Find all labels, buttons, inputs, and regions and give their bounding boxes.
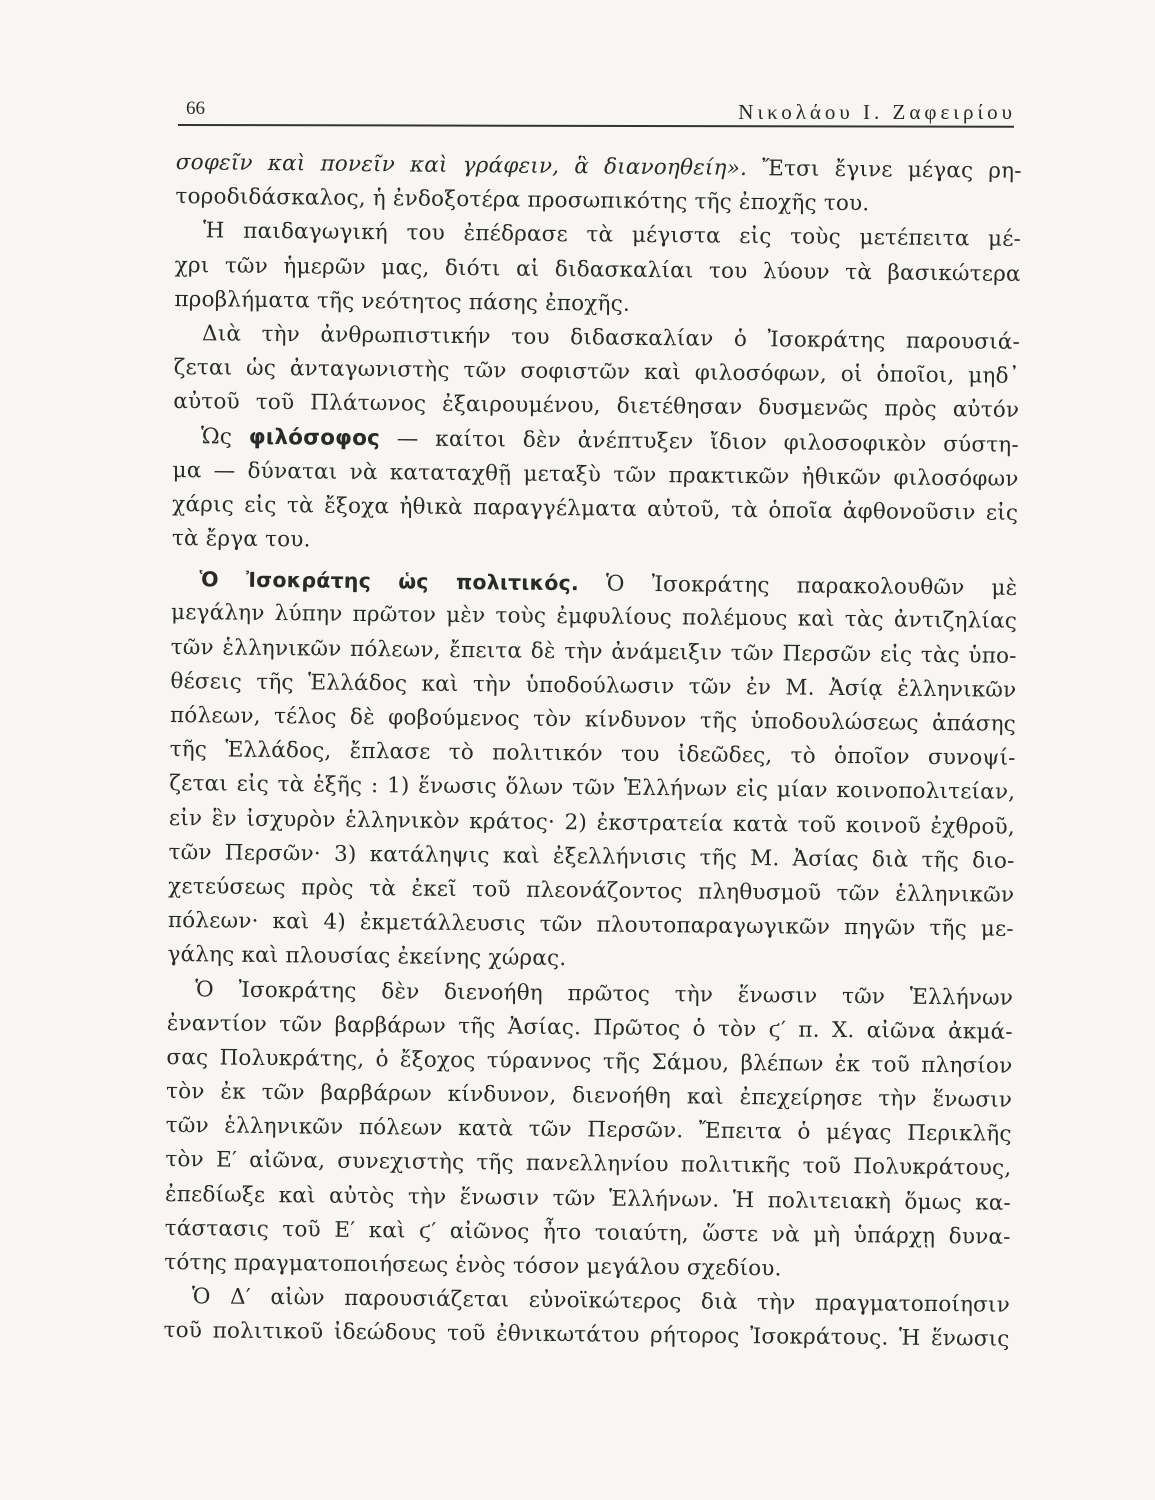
- text-line: ζεται εἰς τὰ ἑξῆς : 1) ἕνωσις ὅλων τῶν Ἑλλήνων εἰς μίαν κοινοπολιτείαν,: [169, 771, 1016, 806]
- text-line: τῶν ἑλληνικῶν πόλεων κατὰ τῶν Περσῶν. Ἔπειτα ὁ μέγας Περικλῆς: [165, 1113, 1012, 1148]
- text-line: τὸν ἐκ τῶν βαρβάρων κίνδυνον, διενοήθη καὶ ἐπεχείρησε τὴν ἕνωσιν: [165, 1079, 1013, 1113]
- text-line: χάρις εἰς τὰ ἔξοχα ἠθικὰ παραγγέλματα αὐτοῦ, τὰ ὁποῖα ἀφθονοῦσιν εἰς: [172, 491, 1019, 526]
- text-line: Ὁ Ἰσοκράτης δὲν διενοήθη πρῶτος τὴν ἕνωσιν τῶν Ἑλλήνων: [195, 976, 1014, 1011]
- text-line: τάστασις τοῦ Ε′ καὶ ϛ′ αἰῶνος ἦτο τοιαύτη, ὥστε νὰ μὴ ὑπάρχῃ δυνα-: [164, 1215, 1011, 1250]
- text-line: Διὰ τὴν ἀνθρωπιστικήν του διδασκαλίαν ὁ Ἰσοκράτης παρουσιά-: [201, 321, 1021, 355]
- text-line: τὰ ἔργα του.: [171, 526, 311, 553]
- text-line: ζεται ὡς ἀνταγωνιστὴς τῶν σοφιστῶν καὶ φιλοσόφων, οἱ ὁποῖοι, μηδ᾽: [173, 355, 1020, 389]
- text-line: Ἡ παιδαγωγική του ἐπέδρασε τὰ μέγιστα εἰς τοὺς μετέπειτα μέ-: [202, 218, 1022, 253]
- text-line: χετεύσεως πρὸς τὰ ἐκεῖ τοῦ πλεονάζοντος πληθυσμοῦ τῶν ἑλληνικῶν: [168, 873, 1015, 908]
- text-line: αὐτοῦ τοῦ Πλάτωνος ἐξαιρουμένου, διετέθησαν δυσμενῶς πρὸς αὐτόν: [173, 389, 1020, 424]
- text-line: χρι τῶν ἡμερῶν μας, διότι αἱ διδασκαλίαι του λύουν τὰ βασικώτερα: [174, 252, 1021, 287]
- keyword-philosopher: φιλόσοφος: [248, 424, 381, 451]
- text-line: τοροδιδάσκαλος, ἡ ἐνδοξοτέρα προσωπικότης τῆς ἐποχῆς του.: [175, 184, 870, 217]
- body-text: [163, 146, 1022, 1357]
- text-line: εἰν ἓν ἰσχυρὸν ἑλληνικὸν κράτος· 2) ἐκστρατεία κατὰ τοῦ κοινοῦ ἐχθροῦ,: [168, 805, 1016, 840]
- text-line: γάλης καὶ πλουσίας ἐκείνης χώρας.: [167, 942, 567, 972]
- text-line: προβλήματα τῆς νεότητος πάσης ἐποχῆς.: [174, 286, 631, 317]
- text-span: Ἔτσι ἔγινε μέγας ρη-: [746, 155, 1022, 184]
- text-line: πόλεων, τέλος δὲ φοβούμενος τὸν κίνδυνον τῆς ὑποδουλώσεως ἁπάσης: [169, 702, 1017, 737]
- text-line: τῆς Ἑλλάδος, ἔπλασε τὸ πολιτικόν του ἰδεῶδες, τὸ ὁποῖον συνοψί-: [169, 737, 1016, 772]
- text-line: τῶν Περσῶν· 3) κατάληψις καὶ ἐξελλήνισις τῆς Μ. Ἀσίας διὰ τῆς διο-: [168, 839, 1015, 874]
- text-span: Ὡς: [200, 423, 249, 450]
- text-line: μεγάλην λύπην πρῶτον μὲν τοὺς ἐμφυλίους πολέμους καὶ τὰς ἀντιζηλίας: [170, 600, 1018, 635]
- text-span: — καίτοι δὲν ἀνέπτυξεν ἴδιον φιλοσοφικὸν σύστη-: [379, 425, 1020, 458]
- text-line: τότης πραγματοποιήσεως ἑνὸς τόσον μεγάλου σχεδίου.: [164, 1249, 782, 1282]
- text-line: ἐπεδίωξε καὶ αὐτὸς τὴν ἕνωσιν τῶν Ἑλλήνων. Ἡ πολιτειακὴ ὅμως κα-: [164, 1181, 1012, 1216]
- text-line: Ὁ Δ′ αἰὼν παρουσιάζεται εὐνοϊκώτερος διὰ τὴν πραγματοποίησιν: [191, 1284, 1011, 1318]
- running-head: Νικολάου Ι. Ζαφειρίου: [738, 100, 1016, 124]
- page-number: 66: [186, 98, 205, 119]
- text-line: θέσεις τῆς Ἑλλάδος καὶ τὴν ὑποδούλωσιν τῶν ἐν Μ. Ἀσίᾳ ἑλληνικῶν: [170, 668, 1017, 703]
- text-line: ἐναντίον τῶν βαρβάρων τῆς Ἀσίας. Πρῶτος ὁ τὸν ϛ′ π. Χ. αἰῶνα ἀκμά-: [166, 1010, 1013, 1045]
- quote-fragment: σοφεῖν καὶ πονεῖν καὶ γράφειν, ἃ διανοηθείη».: [175, 149, 748, 181]
- header-rule: [178, 124, 1014, 128]
- section-heading: Ὁ Ἰσοκράτης ὡς πολιτικός.: [199, 567, 580, 596]
- text-line: πόλεων· καὶ 4) ἐκμετάλλευσις τῶν πλουτοπαραγωγικῶν πηγῶν τῆς με-: [167, 908, 1014, 942]
- page-header: [178, 92, 1016, 124]
- text-line: σας Πολυκράτης, ὁ ἔξοχος τύραννος τῆς Σάμου, βλέπων ἐκ τοῦ πλησίον: [166, 1044, 1013, 1079]
- text-span: Ὁ Ἰσοκράτης παρακολουθῶν μὲ: [578, 571, 1018, 602]
- text-line: τὸν Ε′ αἰῶνα, συνεχιστὴς τῆς πανελληνίου πολιτικῆς τοῦ Πολυκράτους,: [165, 1147, 1012, 1182]
- text-line: τῶν ἑλληνικῶν πόλεων, ἔπειτα δὲ τὴν ἀνάμειξιν τῶν Περσῶν εἰς τὰς ὑπο-: [170, 634, 1017, 669]
- text-line: τοῦ πολιτικοῦ ἰδεώδους τοῦ ἐθνικωτάτου ρήτορος Ἰσοκράτους. Ἡ ἕνωσις: [163, 1318, 1010, 1353]
- text-line: μα — δύναται νὰ καταταχθῇ μεταξὺ τῶν πρακτικῶν ἠθικῶν φιλοσόφων: [172, 457, 1019, 492]
